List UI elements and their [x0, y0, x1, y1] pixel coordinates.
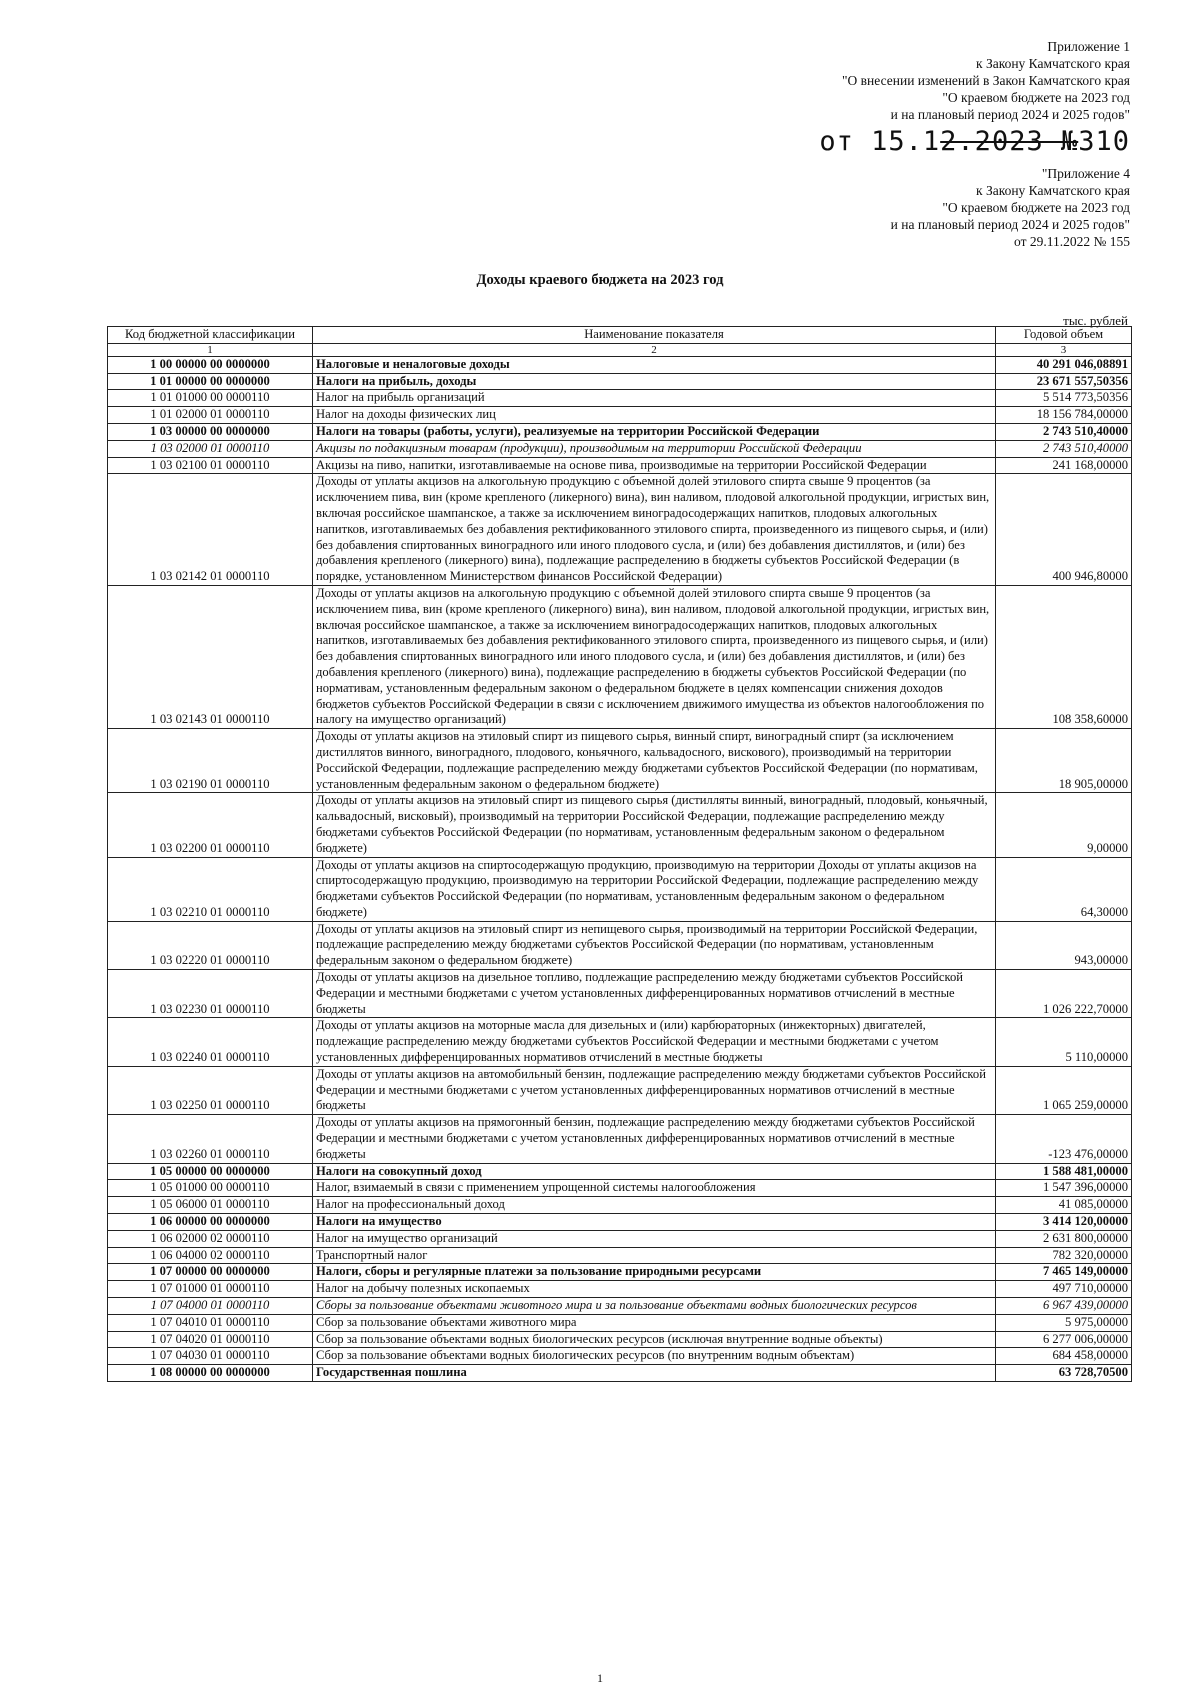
- row-amount: 3 414 120,00000: [996, 1214, 1132, 1231]
- row-code: 1 07 01000 01 0000110: [108, 1281, 313, 1298]
- row-name: Налог на доходы физических лиц: [313, 407, 996, 424]
- table-header-numbers-row: [108, 343, 1132, 356]
- row-name: Доходы от уплаты акцизов на алкогольную продукцию с объемной долей этилового спирта свыше 9 процентов (за исключением пива, вин (кроме крепленого (ликерного) вина), вин наливом, плодовой алкогольной продукции, игристых вин, включая российское шампанское, а также за исключением виноградосодержащих напитков, плодовых алкогольных напитков, изготавливаемых без добавления ректификованного этилового спирта, произведенного из пищевого сырья, и (или) без добавления спиртованных виноградного или иного плодового сусла, и (или) без добавления дистиллятов, и (или) без добавления крепленого (ликерного) вина), подлежащие распределению в бюджеты субъектов Российской Федерации (в порядке, установленном Министерством финансов Российской Федерации): [313, 474, 996, 586]
- table-row: [108, 1163, 1132, 1180]
- row-code: 1 03 02240 01 0000110: [108, 1018, 313, 1066]
- row-code: 1 05 00000 00 0000000: [108, 1163, 313, 1180]
- table-row: [108, 1115, 1132, 1163]
- row-name: Налоги на товары (работы, услуги), реализуемые на территории Российской Федерации: [313, 423, 996, 440]
- table-row: [108, 1314, 1132, 1331]
- stamp-struck: 2.2023 №: [940, 126, 1079, 157]
- header-line: Приложение 1: [1047, 39, 1130, 54]
- row-code: 1 05 01000 00 0000110: [108, 1180, 313, 1197]
- row-code: 1 03 00000 00 0000000: [108, 423, 313, 440]
- stamp-number: 310: [1078, 126, 1130, 157]
- table-row: [108, 1298, 1132, 1315]
- table-row: [108, 1230, 1132, 1247]
- header-line: к Закону Камчатского края: [976, 56, 1130, 71]
- row-amount: 400 946,80000: [996, 474, 1132, 586]
- row-amount: 7 465 149,00000: [996, 1264, 1132, 1281]
- row-code: 1 07 00000 00 0000000: [108, 1264, 313, 1281]
- header-line: и на плановый период 2024 и 2025 годов": [890, 107, 1130, 122]
- row-name: Налог на добычу полезных ископаемых: [313, 1281, 996, 1298]
- row-name: Доходы от уплаты акцизов на автомобильный бензин, подлежащие распределению между бюджетами субъектов Российской Федерации и местными бюджетами с учетом установленных дифференцированных нормативов отчислений в местные бюджеты: [313, 1066, 996, 1114]
- row-name: Государственная пошлина: [313, 1365, 996, 1382]
- row-name: Доходы от уплаты акцизов на этиловый спирт из пищевого сырья (дистилляты винный, виноградный, плодовый, коньячный, кальвадосный, висковый), производимый на территории Российской Федерации, подлежащие распределению между бюджетами субъектов Российской Федерации (по нормативам, установленным федеральным законом о федеральном бюджете): [313, 793, 996, 857]
- row-code: 1 03 02142 01 0000110: [108, 474, 313, 586]
- row-code: 1 03 02260 01 0000110: [108, 1115, 313, 1163]
- row-amount: 64,30000: [996, 857, 1132, 921]
- row-amount: 6 967 439,00000: [996, 1298, 1132, 1315]
- table-row: [108, 585, 1132, 728]
- row-name: Доходы от уплаты акцизов на алкогольную продукцию с объемной долей этилового спирта свыше 9 процентов (за исключением пива, вин (кроме крепленого (ликерного) вина), вин наливом, плодовой алкогольной продукции, игристых вин, включая российское шампанское, а также за исключением виноградосодержащих напитков, плодовых алкогольных напитков, изготавливаемых без добавления ректификованного этилового спирта, произведенного из пищевого сырья, и (или) без добавления спиртованных виноградного или иного плодового сусла, и (или) без добавления дистиллятов, и (или) без добавления крепленого (ликерного) вина), подлежащие распределению в бюджеты субъектов Российской Федерации (по нормативам, установленным федеральным законом о федеральном бюджете в целях компенсации снижения доходов бюджетов субъектов Российской Федерации в связи с исключением движимого имущества из объектов налогообложения по налогу на имущество организаций): [313, 585, 996, 728]
- column-number: 3: [996, 343, 1132, 356]
- column-number: 2: [313, 343, 996, 356]
- row-code: 1 03 02250 01 0000110: [108, 1066, 313, 1114]
- row-code: 1 01 02000 01 0000110: [108, 407, 313, 424]
- header-line: "Приложение 4: [1041, 166, 1130, 181]
- table-row: [108, 423, 1132, 440]
- row-amount: -123 476,00000: [996, 1115, 1132, 1163]
- column-header-code: Код бюджетной классификации: [108, 327, 313, 344]
- table-row: [108, 373, 1132, 390]
- table-row: [108, 407, 1132, 424]
- row-amount: 5 514 773,50356: [996, 390, 1132, 407]
- table-row: [108, 457, 1132, 474]
- row-amount: 2 631 800,00000: [996, 1230, 1132, 1247]
- row-amount: 18 156 784,00000: [996, 407, 1132, 424]
- table-row: [108, 1197, 1132, 1214]
- row-name: Акцизы по подакцизным товарам (продукции), производимым на территории Российской Федерации: [313, 440, 996, 457]
- row-name: Сбор за пользование объектами водных биологических ресурсов (исключая внутренние водные объекты): [313, 1331, 996, 1348]
- table-row: [108, 921, 1132, 969]
- row-amount: 1 065 259,00000: [996, 1066, 1132, 1114]
- row-amount: 41 085,00000: [996, 1197, 1132, 1214]
- header-line: от 29.11.2022 № 155: [1014, 234, 1130, 249]
- row-name: Транспортный налог: [313, 1247, 996, 1264]
- row-code: 1 03 02210 01 0000110: [108, 857, 313, 921]
- date-number-stamp: [819, 126, 1130, 157]
- table-row: [108, 1066, 1132, 1114]
- table-row: [108, 970, 1132, 1018]
- row-amount: 6 277 006,00000: [996, 1331, 1132, 1348]
- row-name: Сбор за пользование объектами водных биологических ресурсов (по внутренним водным объектам): [313, 1348, 996, 1365]
- column-header-name: Наименование показателя: [313, 327, 996, 344]
- row-amount: 2 743 510,40000: [996, 423, 1132, 440]
- row-code: 1 06 02000 02 0000110: [108, 1230, 313, 1247]
- page-number: 1: [597, 1671, 603, 1685]
- row-code: 1 03 02143 01 0000110: [108, 585, 313, 728]
- row-amount: 241 168,00000: [996, 457, 1132, 474]
- row-name: Налоги на имущество: [313, 1214, 996, 1231]
- appendix-header-1: [842, 38, 1130, 123]
- document-title: Доходы краевого бюджета на 2023 год: [476, 272, 724, 288]
- row-code: 1 03 02220 01 0000110: [108, 921, 313, 969]
- row-name: Налог на имущество организаций: [313, 1230, 996, 1247]
- table-row: [108, 1018, 1132, 1066]
- row-code: 1 07 04000 01 0000110: [108, 1298, 313, 1315]
- table-row: [108, 793, 1132, 857]
- row-amount: 943,00000: [996, 921, 1132, 969]
- row-code: 1 06 00000 00 0000000: [108, 1214, 313, 1231]
- row-name: Доходы от уплаты акцизов на спиртосодержащую продукцию, производимую на территории Доходы от уплаты акцизов на спиртосодержащую продукцию, производимую на территории Российской Федерации, подлежащие распределению между бюджетами субъектов Российской Федерации (по нормативам, установленным федеральным законом о федеральном бюджете): [313, 857, 996, 921]
- row-name: Налоги на совокупный доход: [313, 1163, 996, 1180]
- row-name: Налог на профессиональный доход: [313, 1197, 996, 1214]
- table-row: [108, 1348, 1132, 1365]
- row-code: 1 00 00000 00 0000000: [108, 356, 313, 373]
- stamp-prefix: от 15.1: [819, 126, 941, 157]
- row-code: 1 07 04010 01 0000110: [108, 1314, 313, 1331]
- table-row: [108, 729, 1132, 793]
- table-row: [108, 390, 1132, 407]
- row-code: 1 03 02000 01 0000110: [108, 440, 313, 457]
- row-code: 1 03 02100 01 0000110: [108, 457, 313, 474]
- row-name: Доходы от уплаты акцизов на этиловый спирт из непищевого сырья, производимый на территории Российской Федерации, подлежащие распределению между бюджетами субъектов Российской Федерации (по нормативам, установленным федеральным законом о федеральном бюджете): [313, 921, 996, 969]
- row-amount: 1 588 481,00000: [996, 1163, 1132, 1180]
- row-name: Налоговые и неналоговые доходы: [313, 356, 996, 373]
- table-row: [108, 1264, 1132, 1281]
- row-name: Сборы за пользование объектами животного мира и за пользование объектами водных биологических ресурсов: [313, 1298, 996, 1315]
- row-code: 1 07 04020 01 0000110: [108, 1331, 313, 1348]
- budget-table: [107, 326, 1132, 1382]
- row-amount: 5 975,00000: [996, 1314, 1132, 1331]
- row-amount: 9,00000: [996, 793, 1132, 857]
- row-name: Налоги, сборы и регулярные платежи за пользование природными ресурсами: [313, 1264, 996, 1281]
- row-amount: 1 547 396,00000: [996, 1180, 1132, 1197]
- row-code: 1 03 02230 01 0000110: [108, 970, 313, 1018]
- row-name: Акцизы на пиво, напитки, изготавливаемые на основе пива, производимые на территории Российской Федерации: [313, 457, 996, 474]
- table-row: [108, 1281, 1132, 1298]
- row-amount: 63 728,70500: [996, 1365, 1132, 1382]
- table-row: [108, 857, 1132, 921]
- row-amount: 40 291 046,08891: [996, 356, 1132, 373]
- row-amount: 1 026 222,70000: [996, 970, 1132, 1018]
- appendix-header-2: [891, 165, 1130, 250]
- column-header-amount: Годовой объем: [996, 327, 1132, 344]
- budget-table-body: [108, 356, 1132, 1381]
- header-line: "О внесении изменений в Закон Камчатского края: [842, 73, 1130, 88]
- row-amount: 2 743 510,40000: [996, 440, 1132, 457]
- row-amount: 108 358,60000: [996, 585, 1132, 728]
- table-row: [108, 474, 1132, 586]
- row-code: 1 03 02190 01 0000110: [108, 729, 313, 793]
- row-name: Налоги на прибыль, доходы: [313, 373, 996, 390]
- table-row: [108, 1180, 1132, 1197]
- row-name: Налог, взимаемый в связи с применением упрощенной системы налогообложения: [313, 1180, 996, 1197]
- row-name: Доходы от уплаты акцизов на моторные масла для дизельных и (или) карбюраторных (инжекторных) двигателей, подлежащие распределению между бюджетами субъектов Российской Федерации и местными бюджетами с учетом установленных дифференцированных нормативов отчислений в местные бюджеты: [313, 1018, 996, 1066]
- row-name: Доходы от уплаты акцизов на этиловый спирт из пищевого сырья, винный спирт, виноградный спирт (за исключением дистиллятов винного, виноградного, плодового, коньячного, кальвадосного, вискового), производимый на территории Российской Федерации, подлежащие распределению между бюджетами субъектов Российской Федерации (по нормативам, установленным федеральным законом о федеральном бюджете): [313, 729, 996, 793]
- header-line: к Закону Камчатского края: [976, 183, 1130, 198]
- units-label: тыс. рублей: [1063, 313, 1128, 328]
- row-amount: 5 110,00000: [996, 1018, 1132, 1066]
- row-amount: 23 671 557,50356: [996, 373, 1132, 390]
- row-amount: 782 320,00000: [996, 1247, 1132, 1264]
- table-row: [108, 1214, 1132, 1231]
- header-line: "О краевом бюджете на 2023 год: [942, 90, 1130, 105]
- row-name: Налог на прибыль организаций: [313, 390, 996, 407]
- row-code: 1 01 01000 00 0000110: [108, 390, 313, 407]
- row-amount: 18 905,00000: [996, 729, 1132, 793]
- header-line: и на плановый период 2024 и 2025 годов": [890, 217, 1130, 232]
- table-header-row: [108, 327, 1132, 344]
- table-row: [108, 440, 1132, 457]
- row-code: 1 03 02200 01 0000110: [108, 793, 313, 857]
- row-name: Сбор за пользование объектами животного мира: [313, 1314, 996, 1331]
- row-code: 1 07 04030 01 0000110: [108, 1348, 313, 1365]
- column-number: 1: [108, 343, 313, 356]
- row-code: 1 06 04000 02 0000110: [108, 1247, 313, 1264]
- table-row: [108, 1365, 1132, 1382]
- table-row: [108, 356, 1132, 373]
- row-code: 1 01 00000 00 0000000: [108, 373, 313, 390]
- row-name: Доходы от уплаты акцизов на дизельное топливо, подлежащие распределению между бюджетами субъектов Российской Федерации и местными бюджетами с учетом установленных дифференцированных нормативов отчислений в местные бюджеты: [313, 970, 996, 1018]
- table-row: [108, 1247, 1132, 1264]
- row-code: 1 05 06000 01 0000110: [108, 1197, 313, 1214]
- table-row: [108, 1331, 1132, 1348]
- row-code: 1 08 00000 00 0000000: [108, 1365, 313, 1382]
- row-name: Доходы от уплаты акцизов на прямогонный бензин, подлежащие распределению между бюджетами субъектов Российской Федерации и местными бюджетами с учетом установленных дифференцированных нормативов отчислений в местные бюджеты: [313, 1115, 996, 1163]
- row-amount: 497 710,00000: [996, 1281, 1132, 1298]
- header-line: "О краевом бюджете на 2023 год: [942, 200, 1130, 215]
- row-amount: 684 458,00000: [996, 1348, 1132, 1365]
